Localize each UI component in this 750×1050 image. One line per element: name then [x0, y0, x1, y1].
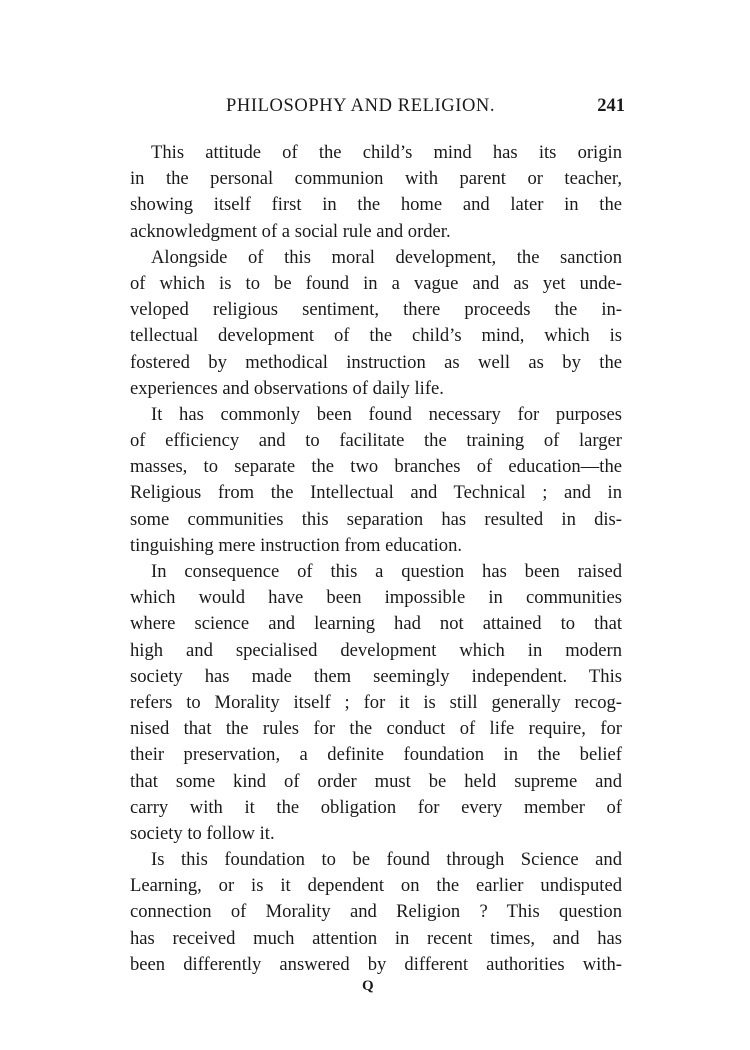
text-line: society has made them seemingly independent. This [130, 665, 622, 687]
text-line: veloped religious sentiment, there proceeds the in- [130, 299, 622, 321]
text-line: has received much attention in recent times, and has [130, 927, 622, 949]
text-line: high and specialised development which in modern [130, 639, 622, 661]
page-number: 241 [597, 96, 625, 116]
text-line: in the personal communion with parent or teacher, [130, 168, 622, 190]
text-line: fostered by methodical instruction as well as by the [130, 351, 622, 373]
body-text [130, 140, 622, 978]
text-line: This attitude of the child’s mind has its origin [151, 142, 622, 163]
text-line: of which is to be found in a vague and as yet unde- [130, 272, 622, 294]
text-line: It has commonly been found necessary for purposes [151, 403, 622, 425]
text-line: Learning, or is it dependent on the earlier undisputed [130, 875, 622, 897]
text-line: acknowledgment of a social rule and order. [130, 220, 451, 242]
text-line: experiences and observations of daily life. [130, 377, 444, 399]
text-line: tellectual development of the child’s mind, which is [130, 325, 622, 347]
text-line: masses, to separate the two branches of education—the [130, 456, 622, 478]
text-line: carry with it the obligation for every member of [130, 796, 622, 818]
text-line: tinguishing mere instruction from education. [130, 534, 463, 556]
running-header [130, 96, 625, 122]
text-line: their preservation, a definite foundation in the belief [130, 744, 622, 766]
text-line: that some kind of order must be held supreme and [130, 770, 622, 792]
text-line: showing itself first in the home and later in the [130, 194, 622, 216]
text-line: connection of Morality and Religion ? This question [130, 901, 622, 923]
text-line: nised that the rules for the conduct of life require, for [130, 718, 622, 740]
text-line: some communities this separation has resulted in dis- [130, 508, 622, 530]
text-line: Alongside of this moral development, the sanction [151, 246, 622, 268]
text-line: In consequence of this a question has been raised [151, 561, 622, 582]
text-line: been differently answered by different authorities with- [130, 953, 622, 975]
text-line: which would have been impossible in communities [130, 587, 622, 609]
text-line: refers to Morality itself ; for it is still generally recog- [130, 691, 622, 713]
signature-mark: Q [362, 978, 374, 994]
running-title: PHILOSOPHY AND RELIGION. [226, 96, 496, 116]
text-line: society to follow it. [130, 822, 275, 844]
text-line: where science and learning had not attained to that [130, 613, 622, 635]
text-line: Religious from the Intellectual and Technical ; and in [130, 482, 622, 504]
text-line: Is this foundation to be found through Science and [151, 849, 622, 871]
text-line: of efficiency and to facilitate the training of larger [130, 430, 622, 452]
